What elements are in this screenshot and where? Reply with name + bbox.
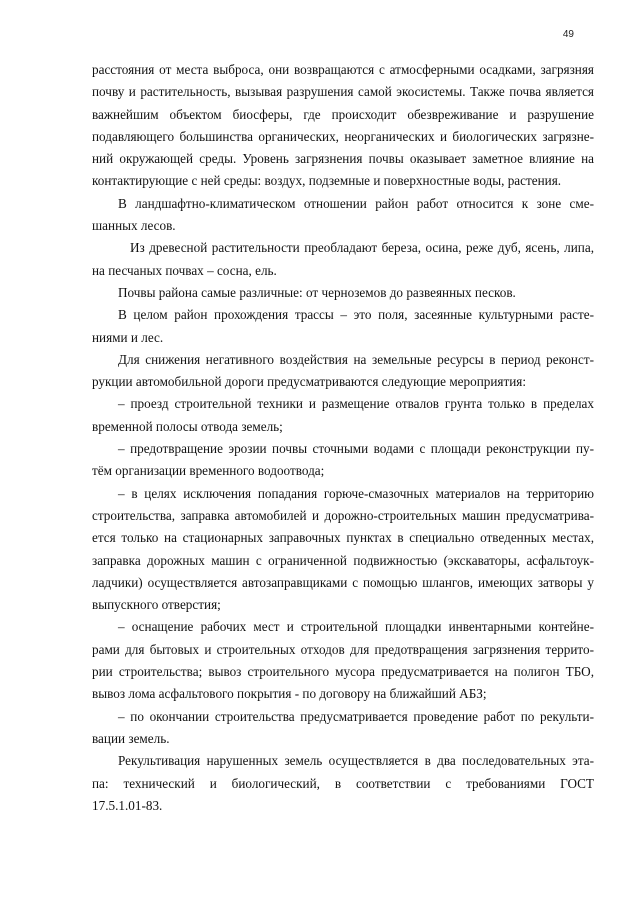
- text-line: временной полосы отвода земель;: [92, 418, 283, 434]
- text-line: подавляющего большинства органических, неорганических и биологических загрязне-: [92, 128, 594, 144]
- text-line: тём организации временного водоотвода;: [92, 463, 325, 479]
- text-line: Рекультивация нарушенных земель осуществляется в два последовательных эта-: [118, 753, 594, 769]
- text-line: вации земель.: [92, 730, 170, 746]
- text-line: строительства, заправка автомобилей и дорожно-строительных машин предусматрива-: [92, 507, 594, 523]
- text-line: па: технический и биологический, в соответствии с требованиями ГОСТ: [92, 775, 594, 791]
- text-line: Для снижения негативного воздействия на земельные ресурсы в период реконст-: [118, 351, 594, 367]
- text-line: – в целях исключения попадания горюче-смазочных материалов на территорию: [118, 485, 594, 501]
- text-line: расстояния от места выброса, они возвращаются с атмосферными осадками, загрязняя: [92, 62, 594, 77]
- body-text: [92, 59, 594, 817]
- text-line: шанных лесов.: [92, 218, 176, 234]
- text-line: ется только на стационарных заправочных пунктах в специально отведенных местах,: [92, 530, 594, 546]
- text-line: на песчаных почвах – сосна, ель.: [92, 262, 277, 278]
- page-number: 49: [562, 29, 574, 40]
- list-item-land-reclamation: [92, 706, 594, 751]
- text-line: В целом район прохождения трассы – это поля, засеянные культурными расте-: [118, 307, 594, 323]
- paragraph-landscape-zone: [92, 193, 594, 238]
- paragraph-vegetation: [92, 237, 594, 282]
- list-item-fuel-lubricants: [92, 483, 594, 617]
- list-item-waste-containers: [92, 616, 594, 705]
- text-line: 17.5.1.01-83.: [92, 797, 163, 813]
- text-line: важнейшим объектом биосферы, где происходит обезвреживание и разрушение: [92, 106, 594, 122]
- paragraph-soils: [92, 282, 594, 304]
- text-line: ний окружающей среды. Уровень загрязнения почвы оказывает заметное влияние на: [92, 151, 594, 167]
- text-line: Из древесной растительности преобладают береза, осина, реже дуб, ясень, липа,: [130, 240, 594, 256]
- paragraph-reclamation-stages: [92, 750, 594, 817]
- list-item-machinery-passage: [92, 393, 594, 438]
- text-line: – по окончании строительства предусматривается проведение работ по рекульти-: [118, 708, 594, 724]
- list-item-erosion-prevention: [92, 438, 594, 483]
- text-line: рами для бытовых и строительных отходов для предотвращения загрязнения террито-: [92, 641, 594, 657]
- paragraph-measures-intro: [92, 349, 594, 394]
- text-line: рии строительства; вывоз строительного мусора предусматривается на полигон ТБО,: [92, 664, 594, 680]
- text-line: рукции автомобильной дороги предусматриваются следующие мероприятия:: [92, 374, 527, 390]
- paragraph-soil-pollution: [92, 59, 594, 193]
- text-line: заправка дорожных машин с ограниченной подвижностью (экскаваторы, асфальтоук-: [92, 552, 594, 568]
- text-line: ладчики) осуществляется автозаправщиками с помощью шлангов, имеющих затворы у: [92, 574, 594, 590]
- text-line: – предотвращение эрозии почвы сточными водами с площади реконструкции пу-: [118, 441, 594, 457]
- text-line: ниями и лес.: [92, 329, 164, 345]
- text-line: – проезд строительной техники и размещение отвалов грунта только в пределах: [118, 396, 594, 412]
- text-line: почву и растительность, вызывая разрушения самой экосистемы. Также почва является: [92, 84, 594, 100]
- text-line: Почвы района самые различные: от черноземов до развеянных песков.: [118, 284, 516, 300]
- text-line: выпускного отверстия;: [92, 597, 221, 613]
- text-line: В ландшафтно-климатическом отношении район работ относится к зоне сме-: [118, 195, 594, 211]
- text-line: вывоз лома асфальтового покрытия - по договору на ближайший АБЗ;: [92, 686, 487, 702]
- text-line: контактирующие с ней среды: воздух, подземные и поверхностные воды, растения.: [92, 173, 562, 189]
- paragraph-route-area: [92, 304, 594, 349]
- text-line: – оснащение рабочих мест и строительной площадки инвентарными контейне-: [118, 619, 594, 635]
